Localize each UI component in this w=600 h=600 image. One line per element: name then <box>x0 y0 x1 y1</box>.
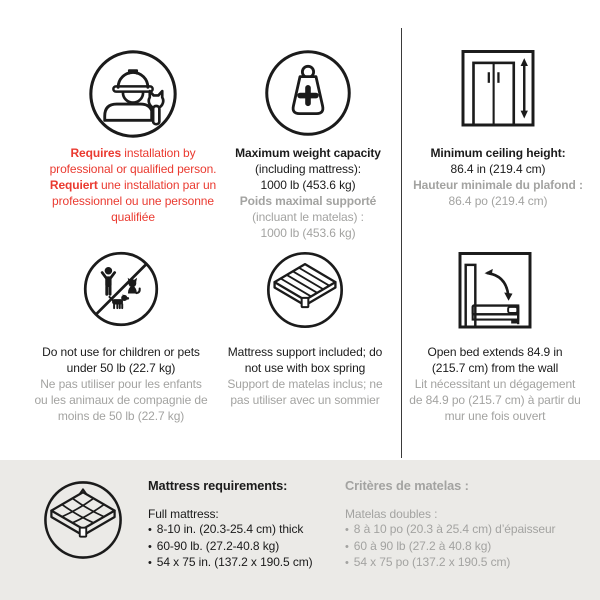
bullet-item: • 54 x 75 po (137.2 x 190.5 cm) <box>345 555 555 572</box>
weight-icon <box>215 48 401 145</box>
text-line: moins de 50 lb (22.7 kg) <box>57 409 185 423</box>
text-line: pas utiliser avec un sommier <box>230 393 380 407</box>
bullet-item: • 60-90 lb. (27.2-40.8 kg) <box>148 539 313 556</box>
text-line: Support de matelas inclus; ne <box>227 377 383 391</box>
text-line: (215.7 cm) from the wall <box>431 361 559 375</box>
mattress-specs-list-fr <box>345 522 555 572</box>
bullet-dot: • <box>345 524 349 536</box>
spec-cell-mattress-support <box>212 250 398 408</box>
spec-text-ceiling-height <box>405 145 591 209</box>
spec-cell-installation <box>30 48 236 225</box>
text-line: Requiert une installation par un <box>49 178 217 192</box>
bullet-dot: • <box>148 557 152 569</box>
mattress-type-fr: Matelas doubles : <box>345 506 438 521</box>
text-line: 86.4 po (219.4 cm) <box>448 194 548 208</box>
bullet-item: • 8-10 in. (20.3-25.4 cm) thick <box>148 522 313 539</box>
mattress-specs-list-en <box>148 522 313 572</box>
mattress-requirements-french <box>345 478 555 572</box>
slatted-base-icon <box>212 250 398 344</box>
text-line: under 50 lb (22.7 kg) <box>66 361 176 375</box>
text-line: de 84.9 po (215.7 cm) à partir du <box>409 393 581 407</box>
text-line: Minimum ceiling height: <box>430 146 566 160</box>
mattress-requirements-heading-fr: Critères de matelas : <box>345 478 469 493</box>
spec-text-mattress-support <box>212 344 398 408</box>
text-line: Hauteur minimale du plafond : <box>413 178 583 192</box>
no-children-pets-icon <box>18 250 224 344</box>
spec-text-max-weight <box>215 145 401 241</box>
mattress-type-en: Full mattress: <box>148 506 219 521</box>
text-line: qualifiée <box>111 210 155 224</box>
text-line: Lit nécessitant un dégagement <box>414 377 576 391</box>
spec-cell-open-bed <box>402 250 588 424</box>
worker-wrench-icon <box>30 48 236 145</box>
text-line: 1000 lb (453.6 kg) <box>260 226 356 240</box>
column-divider <box>401 28 402 458</box>
mattress-requirements-english <box>148 478 313 572</box>
bullet-dot: • <box>148 540 152 553</box>
bullet-item: • 60 à 90 lb (27.2 à 40.8 kg) <box>345 539 555 556</box>
bullet-dot: • <box>148 524 152 536</box>
text-line: Requires installation by <box>70 146 196 160</box>
text-line: not use with box spring <box>244 361 366 375</box>
open-bed-icon <box>402 250 588 344</box>
spec-cell-ceiling-height <box>405 48 591 209</box>
ceiling-height-icon <box>405 48 591 145</box>
tufted-mattress-icon <box>42 479 124 561</box>
text-line: Do not use for children or pets <box>42 345 200 359</box>
text-line: 86.4 in (219.4 cm) <box>450 162 546 176</box>
spec-text-open-bed <box>402 344 588 424</box>
text-line: Mattress support included; do <box>227 345 383 359</box>
text-line: Open bed extends 84.9 in <box>427 345 563 359</box>
text-line: 1000 lb (453.6 kg) <box>260 178 356 192</box>
text-line: (incluant le matelas) : <box>252 210 364 224</box>
spec-text-installation <box>30 145 236 225</box>
text-line: Ne pas utiliser pour les enfants <box>40 377 202 391</box>
text-line: ou les animaux de compagnie de <box>34 393 208 407</box>
spec-cell-max-weight <box>215 48 401 241</box>
bullet-dot: • <box>345 557 349 569</box>
text-line: professionnel ou une personne <box>52 194 214 208</box>
text-line: mur une fois ouvert <box>444 409 546 423</box>
spec-cell-no-children-pets <box>18 250 224 424</box>
bullet-item: • 54 x 75 in. (137.2 x 190.5 cm) <box>148 555 313 572</box>
mattress-requirements-panel <box>0 460 600 600</box>
bullet-item: • 8 à 10 po (20.3 à 25.4 cm) d’épaisseur <box>345 522 555 539</box>
text-line: Poids maximal supporté <box>239 194 377 208</box>
spec-text-no-children-pets <box>18 344 224 424</box>
text-line: professional or qualified person. <box>49 162 217 176</box>
text-line: Maximum weight capacity <box>235 146 381 160</box>
mattress-requirements-heading-en: Mattress requirements: <box>148 478 288 493</box>
text-line: (including mattress): <box>255 162 361 176</box>
bullet-dot: • <box>345 540 349 553</box>
